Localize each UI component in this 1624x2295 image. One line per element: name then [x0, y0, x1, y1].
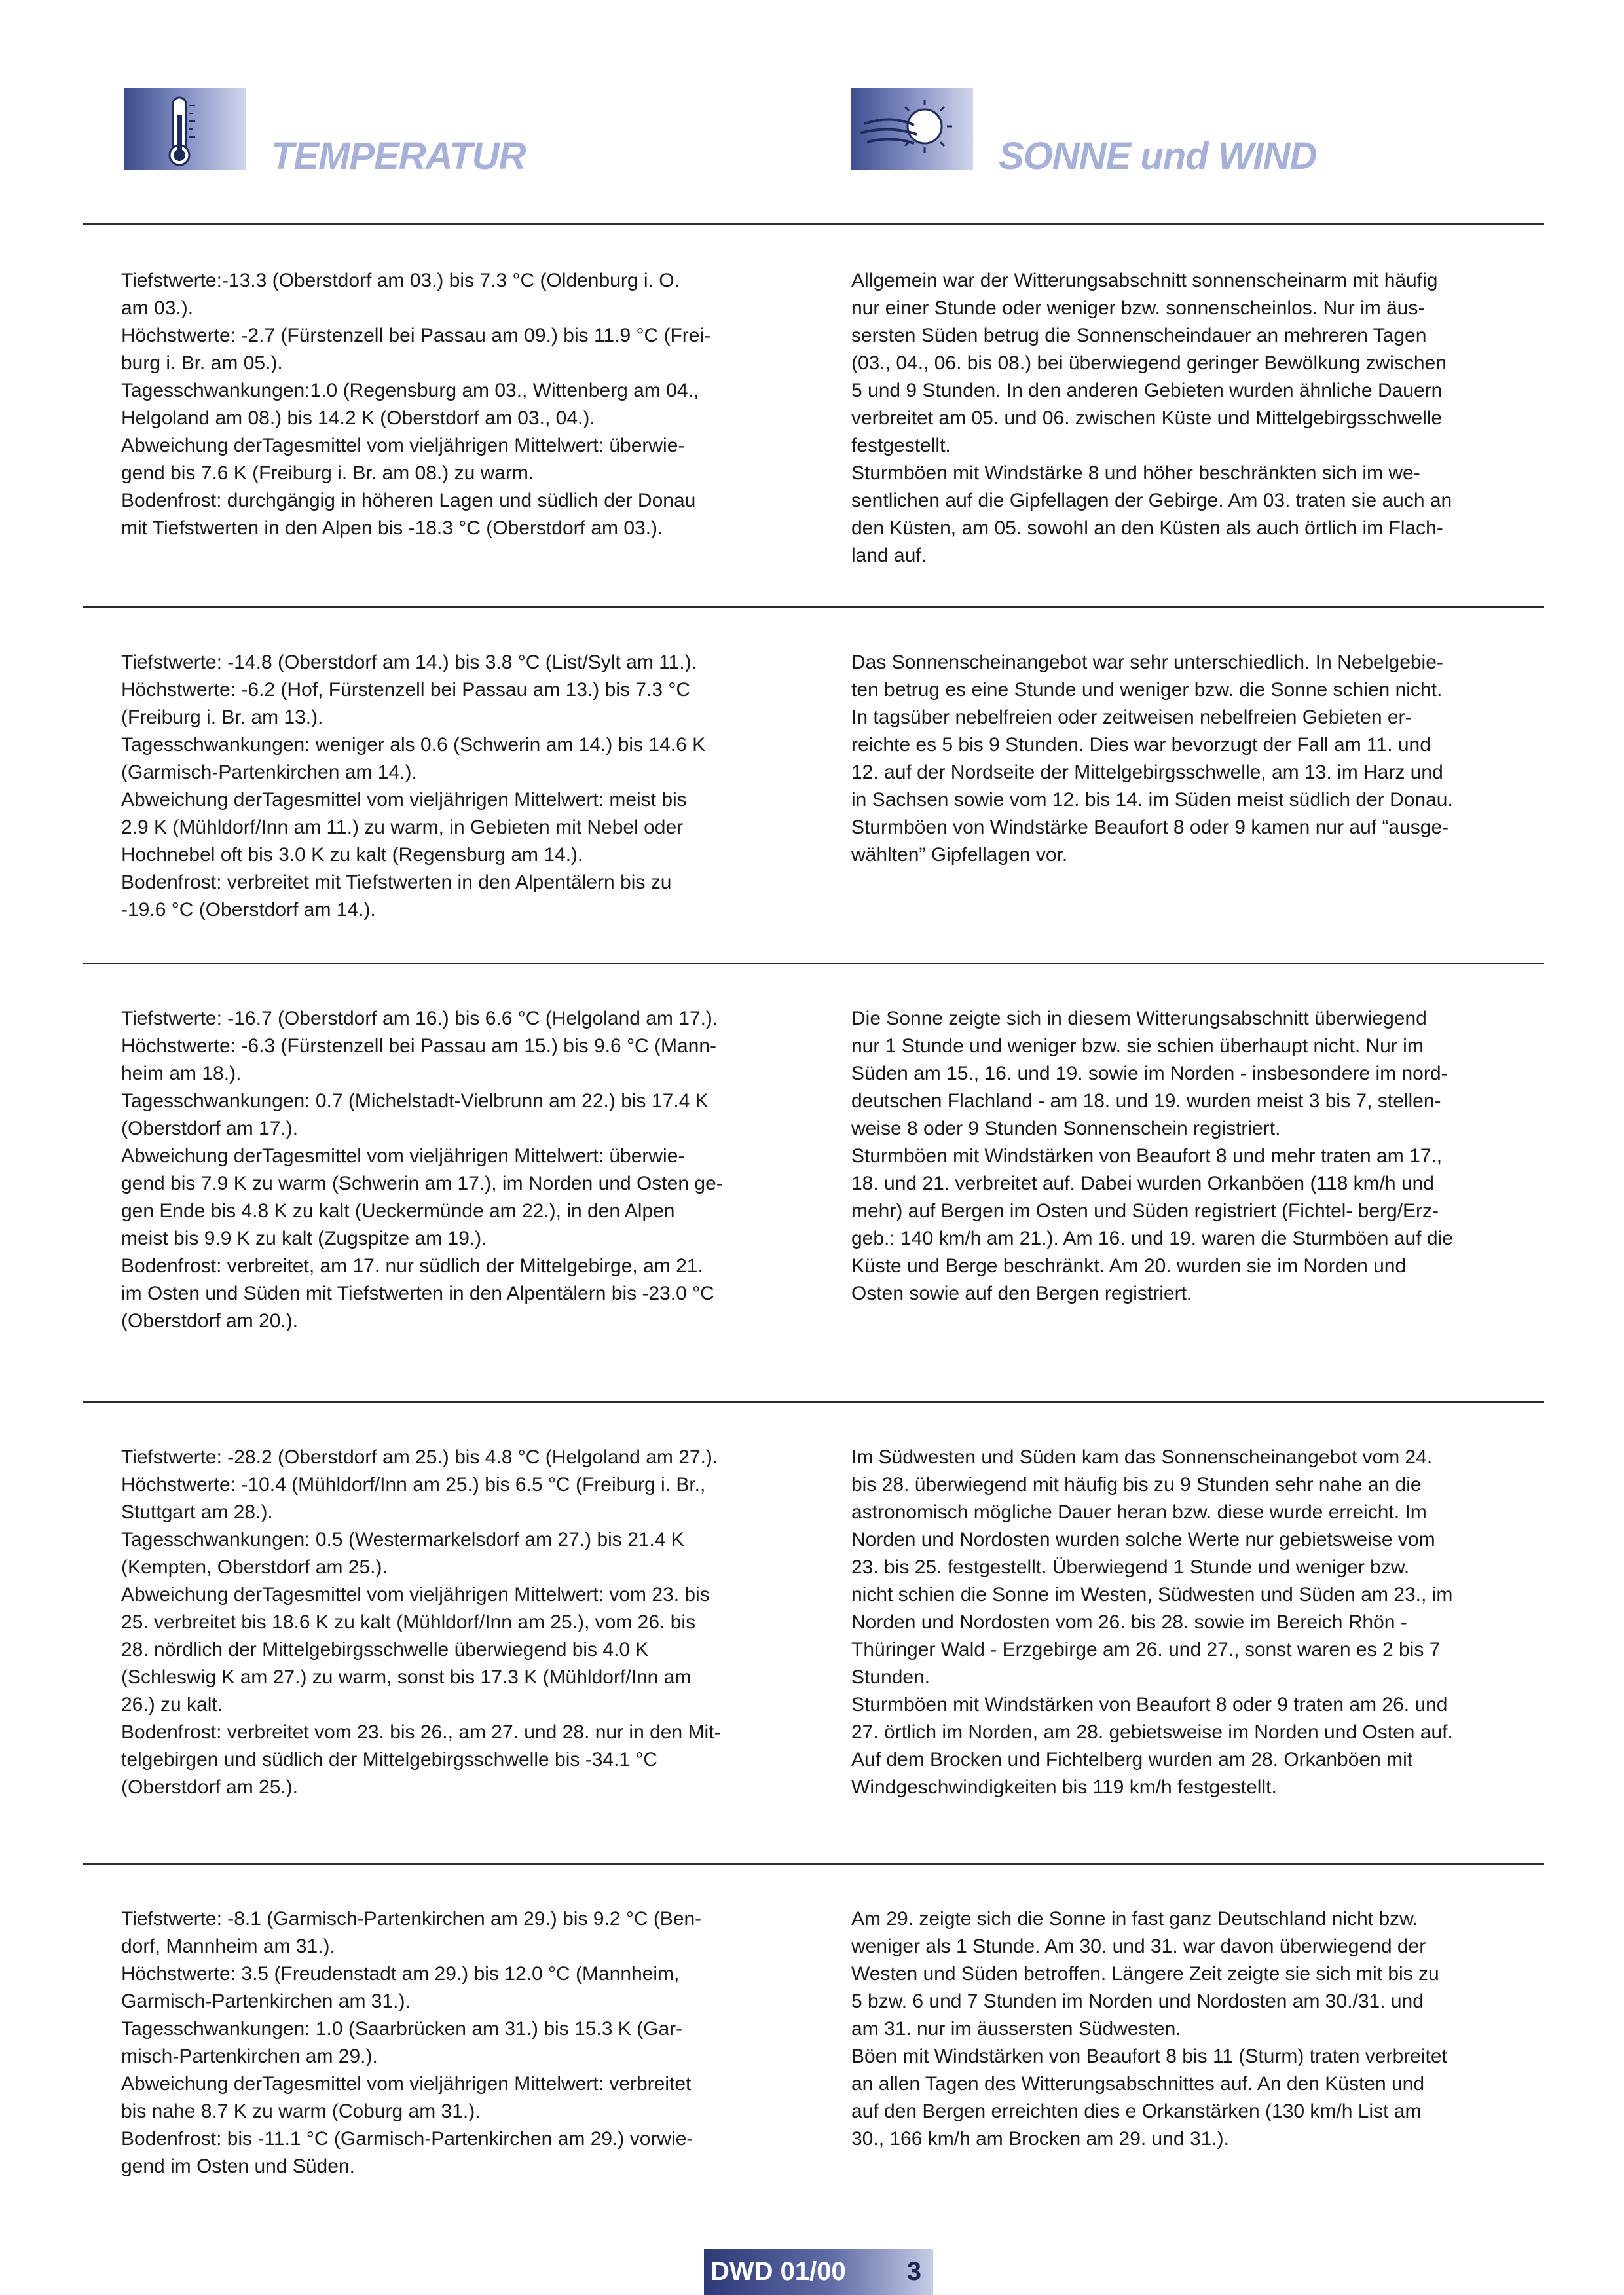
text-line: Die Sonne zeigte sich in diesem Witterungsabschnitt überwiegend — [851, 1008, 1427, 1029]
text-line: Bodenfrost: verbreitet, am 17. nur südlich der Mittelgebirge, am 21. — [121, 1255, 703, 1277]
text-line: nur einer Stunde oder weniger bzw. sonnenscheinlos. Nur im äus- — [851, 297, 1425, 319]
text-line: 2.9 K (Mühldorf/Inn am 11.) zu warm, in Gebieten mit Nebel oder — [121, 817, 684, 838]
text-line: ten betrug es eine Stunde und weniger bzw. die Sonne schien nicht. — [851, 679, 1443, 701]
page-number: 3 — [906, 2257, 921, 2286]
text-line: 5 und 9 Stunden. In den anderen Gebieten wurden ähnliche Dauern — [851, 380, 1443, 401]
text-line: Stunden. — [851, 1666, 931, 1688]
page-footer — [704, 2249, 933, 2295]
text-line: Tagesschwankungen: 1.0 (Saarbrücken am 31.) bis 15.3 K (Gar- — [121, 2018, 683, 2040]
text-line: Norden und Nordosten vom 26. bis 28. sowie im Bereich Rhön - — [851, 1611, 1407, 1633]
text-line: am 31. nur im äussersten Südwesten. — [851, 2018, 1181, 2040]
temperature-text-4 — [121, 1444, 720, 1801]
text-line: bis 28. überwiegend mit häufig bis zu 9 Stunden sehr nahe an die — [851, 1474, 1422, 1496]
sun-wind-icon — [851, 88, 973, 170]
text-line: im Osten und Süden mit Tiefstwerten in den Alpentälern bis -23.0 °C — [121, 1283, 714, 1304]
text-line: mehr) auf Bergen im Osten und Süden registriert (Fichtel- berg/Erz- — [851, 1200, 1439, 1222]
text-line: gen Ende bis 4.8 K zu kalt (Ueckermünde am 22.), in den Alpen — [121, 1200, 675, 1222]
text-line: auf den Bergen erreichten dies e Orkanstärken (130 km/h List am — [851, 2101, 1422, 2122]
text-line: Sturmböen mit Windstärke 8 und höher beschränkten sich im we- — [851, 462, 1420, 484]
text-line: land auf. — [851, 545, 927, 566]
text-line: Küste und Berge beschränkt. Am 20. wurden sie im Norden und — [851, 1255, 1407, 1277]
text-line: nicht schien die Sonne im Westen, Südwesten und Süden am 23., im — [851, 1584, 1453, 1606]
text-line: Höchstwerte: -6.2 (Hof, Fürstenzell bei Passau am 13.) bis 7.3 °C — [121, 679, 691, 701]
text-line: Tiefstwerte: -28.2 (Oberstdorf am 25.) bis 4.8 °C (Helgoland am 27.). — [121, 1446, 718, 1468]
text-line: Tagesschwankungen: 0.5 (Westermarkelsdorf am 27.) bis 21.4 K — [121, 1529, 684, 1551]
text-line: reichte es 5 bis 9 Stunden. Dies war bevorzugt der Fall am 11. und — [851, 734, 1431, 756]
text-line: Abweichung derTagesmittel vom vieljährigen Mittelwert: überwie- — [121, 1145, 685, 1167]
text-line: 26.) zu kalt. — [121, 1694, 223, 1716]
text-line: (Oberstdorf am 20.). — [121, 1310, 299, 1332]
text-line: (Oberstdorf am 25.). — [121, 1776, 299, 1798]
text-line: nur 1 Stunde und weniger bzw. sie schien überhaupt nicht. Nur im — [851, 1035, 1424, 1057]
sun-wind-text-4 — [851, 1444, 1453, 1801]
text-line: Allgemein war der Witterungsabschnitt sonnenscheinarm mit häufig — [851, 270, 1438, 291]
text-line: gend im Osten und Süden. — [121, 2156, 355, 2177]
text-line: an allen Tagen des Witterungsabschnittes auf. An den Küsten und — [851, 2073, 1425, 2095]
text-line: Bodenfrost: durchgängig in höheren Lagen und südlich der Donau — [121, 490, 696, 511]
text-line: (Oberstdorf am 17.). — [121, 1118, 299, 1139]
text-line: dorf, Mannheim am 31.). — [121, 1936, 335, 1957]
section-divider — [83, 963, 1544, 964]
temperature-text-1 — [121, 267, 710, 542]
text-line: wählten” Gipfellagen vor. — [851, 844, 1068, 866]
text-line: Sturmböen mit Windstärken von Beaufort 8 und mehr traten am 17., — [851, 1145, 1443, 1167]
text-line: deutschen Flachland - am 18. und 19. wurden meist 3 bis 7, stellen- — [851, 1090, 1441, 1112]
text-line: Das Sonnenscheinangebot war sehr unterschiedlich. In Nebelgebie- — [851, 652, 1443, 673]
text-line: Tiefstwerte: -8.1 (Garmisch-Partenkirchen am 29.) bis 9.2 °C (Ben- — [121, 1908, 702, 1930]
text-line: telgebirgen und südlich der Mittelgebirgsschwelle bis -34.1 °C — [121, 1749, 658, 1771]
text-line: (Freiburg i. Br. am 13.). — [121, 707, 323, 728]
text-line: 5 bzw. 6 und 7 Stunden im Norden und Nordosten am 30./31. und — [851, 1991, 1424, 2012]
text-line: Süden am 15., 16. und 19. sowie im Norden - insbesondere im nord- — [851, 1063, 1448, 1084]
temperature-text-3 — [121, 1005, 723, 1335]
text-line: Im Südwesten und Süden kam das Sonnenscheinangebot vom 24. — [851, 1446, 1433, 1468]
text-line: Westen und Süden betroffen. Längere Zeit zeigte sie sich mit bis zu — [851, 1963, 1439, 1985]
text-line: Sturmböen von Windstärke Beaufort 8 oder 9 kamen nur auf “ausge- — [851, 817, 1449, 838]
section-divider — [83, 223, 1544, 225]
text-line: Bodenfrost: verbreitet vom 23. bis 26., am 27. und 28. nur in den Mit- — [121, 1721, 721, 1743]
text-line: Thüringer Wald - Erzgebirge am 26. und 27., sonst waren es 2 bis 7 — [851, 1639, 1441, 1661]
text-line: sersten Süden betrug die Sonnenscheindauer an mehreren Tagen — [851, 325, 1427, 346]
text-line: sentlichen auf die Gipfellagen der Gebirge. Am 03. traten sie auch an — [851, 490, 1452, 511]
text-line: Norden und Nordosten wurden solche Werte nur gebietsweise vom — [851, 1529, 1435, 1551]
text-line: Garmisch-Partenkirchen am 31.). — [121, 1991, 411, 2012]
text-line: Höchstwerte: -10.4 (Mühldorf/Inn am 25.) bis 6.5 °C (Freiburg i. Br., — [121, 1474, 706, 1496]
text-line: weniger als 1 Stunde. Am 30. und 31. war davon überwiegend der — [851, 1936, 1426, 1957]
thermometer-icon — [124, 88, 246, 170]
sun-wind-text-2 — [851, 649, 1453, 869]
text-line: Abweichung derTagesmittel vom vieljährigen Mittelwert: vom 23. bis — [121, 1584, 710, 1606]
temperature-text-2 — [121, 649, 705, 924]
text-line: weise 8 oder 9 Stunden Sonnenschein registriert. — [851, 1118, 1281, 1139]
sun-wind-heading: SONNE und WIND — [999, 135, 1317, 177]
text-line: Abweichung derTagesmittel vom vieljährigen Mittelwert: überwie- — [121, 435, 685, 456]
temperature-heading: TEMPERATUR — [271, 135, 526, 177]
sun-wind-text-1 — [851, 267, 1452, 570]
text-line: burg i. Br. am 05.). — [121, 352, 283, 374]
text-line: 25. verbreitet bis 18.6 K zu kalt (Mühldorf/Inn am 25.), vom 26. bis — [121, 1611, 696, 1633]
text-line: Helgoland am 08.) bis 14.2 K (Oberstdorf am 03., 04.). — [121, 407, 595, 429]
text-line: geb.: 140 km/h am 21.). Am 16. und 19. waren die Sturmböen auf die — [851, 1228, 1453, 1249]
text-line: 23. bis 25. festgestellt. Überwiegend 1 Stunde und weniger bzw. — [851, 1556, 1410, 1578]
text-line: Tiefstwerte:-13.3 (Oberstdorf am 03.) bis 7.3 °C (Oldenburg i. O. — [121, 270, 680, 291]
sun-wind-text-3 — [851, 1005, 1453, 1308]
text-line: Hochnebel oft bis 3.0 K zu kalt (Regensburg am 14.). — [121, 844, 583, 866]
text-line: Am 29. zeigte sich die Sonne in fast ganz Deutschland nicht bzw. — [851, 1908, 1418, 1930]
text-line: Höchstwerte: -2.7 (Fürstenzell bei Passau am 09.) bis 11.9 °C (Frei- — [121, 325, 711, 346]
text-line: Bodenfrost: verbreitet mit Tiefstwerten in den Alpentälern bis zu — [121, 872, 672, 893]
text-line: den Küsten, am 05. sowohl an den Küsten als auch örtlich im Flach- — [851, 517, 1443, 539]
text-line: Tagesschwankungen:1.0 (Regensburg am 03., Wittenberg am 04., — [121, 380, 699, 401]
text-line: Windgeschwindigkeiten bis 119 km/h festgestellt. — [851, 1776, 1277, 1798]
publication-code: DWD 01/00 — [710, 2257, 846, 2286]
text-line: gend bis 7.6 K (Freiburg i. Br. am 08.) zu warm. — [121, 462, 534, 484]
text-line: Auf dem Brocken und Fichtelberg wurden am 28. Orkanböen mit — [851, 1749, 1413, 1771]
text-line: misch-Partenkirchen am 29.). — [121, 2046, 378, 2067]
text-line: Böen mit Windstärken von Beaufort 8 bis 11 (Sturm) traten verbreitet — [851, 2046, 1447, 2067]
section-divider — [83, 606, 1544, 608]
text-line: (Kempten, Oberstdorf am 25.). — [121, 1556, 388, 1578]
text-line: mit Tiefstwerten in den Alpen bis -18.3 °C (Oberstdorf am 03.). — [121, 517, 663, 539]
text-line: festgestellt. — [851, 435, 951, 456]
temperature-text-5 — [121, 1905, 701, 2180]
text-line: 12. auf der Nordseite der Mittelgebirgsschwelle, am 13. im Harz und — [851, 762, 1443, 783]
section-divider — [83, 1863, 1544, 1865]
text-line: astronomisch mögliche Dauer heran bzw. diese wurde erreicht. Im — [851, 1501, 1427, 1523]
text-line: bis nahe 8.7 K zu warm (Coburg am 31.). — [121, 2101, 481, 2122]
text-line: Abweichung derTagesmittel vom vieljährigen Mittelwert: meist bis — [121, 789, 687, 811]
sun-wind-text-5 — [851, 1905, 1447, 2153]
text-line: (Schleswig K am 27.) zu warm, sonst bis 17.3 K (Mühldorf/Inn am — [121, 1666, 692, 1688]
text-line: verbreitet am 05. und 06. zwischen Küste und Mittelgebirgsschwelle — [851, 407, 1443, 429]
text-line: Stuttgart am 28.). — [121, 1501, 273, 1523]
text-line: Tagesschwankungen: weniger als 0.6 (Schwerin am 14.) bis 14.6 K — [121, 734, 706, 756]
section-divider — [83, 1401, 1544, 1403]
text-line: (03., 04., 06. bis 08.) bei überwiegend geringer Bewölkung zwischen — [851, 352, 1447, 374]
text-line: Abweichung derTagesmittel vom vieljährigen Mittelwert: verbreitet — [121, 2073, 692, 2095]
text-line: (Garmisch-Partenkirchen am 14.). — [121, 762, 417, 783]
text-line: Höchstwerte: -6.3 (Fürstenzell bei Passau am 15.) bis 9.6 °C (Mann- — [121, 1035, 717, 1057]
text-line: Bodenfrost: bis -11.1 °C (Garmisch-Partenkirchen am 29.) vorwie- — [121, 2128, 693, 2150]
text-line: Höchstwerte: 3.5 (Freudenstadt am 29.) bis 12.0 °C (Mannheim, — [121, 1963, 680, 1985]
text-line: Tiefstwerte: -16.7 (Oberstdorf am 16.) bis 6.6 °C (Helgoland am 17.). — [121, 1008, 718, 1029]
text-line: In tagsüber nebelfreien oder zeitweisen nebelfreien Gebieten er- — [851, 707, 1412, 728]
text-line: 30., 166 km/h am Brocken am 29. und 31.). — [851, 2128, 1229, 2150]
text-line: gend bis 7.9 K zu warm (Schwerin am 17.), im Norden und Osten ge- — [121, 1173, 723, 1194]
text-line: Osten sowie auf den Bergen registriert. — [851, 1283, 1192, 1304]
text-line: meist bis 9.9 K zu kalt (Zugspitze am 19.). — [121, 1228, 487, 1249]
text-line: heim am 18.). — [121, 1063, 242, 1084]
text-line: Tagesschwankungen: 0.7 (Michelstadt-Vielbrunn am 22.) bis 17.4 K — [121, 1090, 709, 1112]
text-line: 18. und 21. verbreitet auf. Dabei wurden Orkanböen (118 km/h und — [851, 1173, 1434, 1194]
text-line: 28. nördlich der Mittelgebirgsschwelle überwiegend bis 4.0 K — [121, 1639, 649, 1661]
text-line: -19.6 °C (Oberstdorf am 14.). — [121, 899, 376, 921]
text-line: in Sachsen sowie vom 12. bis 14. im Süden meist südlich der Donau. — [851, 789, 1453, 811]
text-line: 27. örtlich im Norden, am 28. gebietsweise im Norden und Osten auf. — [851, 1721, 1453, 1743]
text-line: Tiefstwerte: -14.8 (Oberstdorf am 14.) bis 3.8 °C (List/Sylt am 11.). — [121, 652, 697, 673]
text-line: Sturmböen mit Windstärken von Beaufort 8 oder 9 traten am 26. und — [851, 1694, 1448, 1716]
text-line: am 03.). — [121, 297, 194, 319]
